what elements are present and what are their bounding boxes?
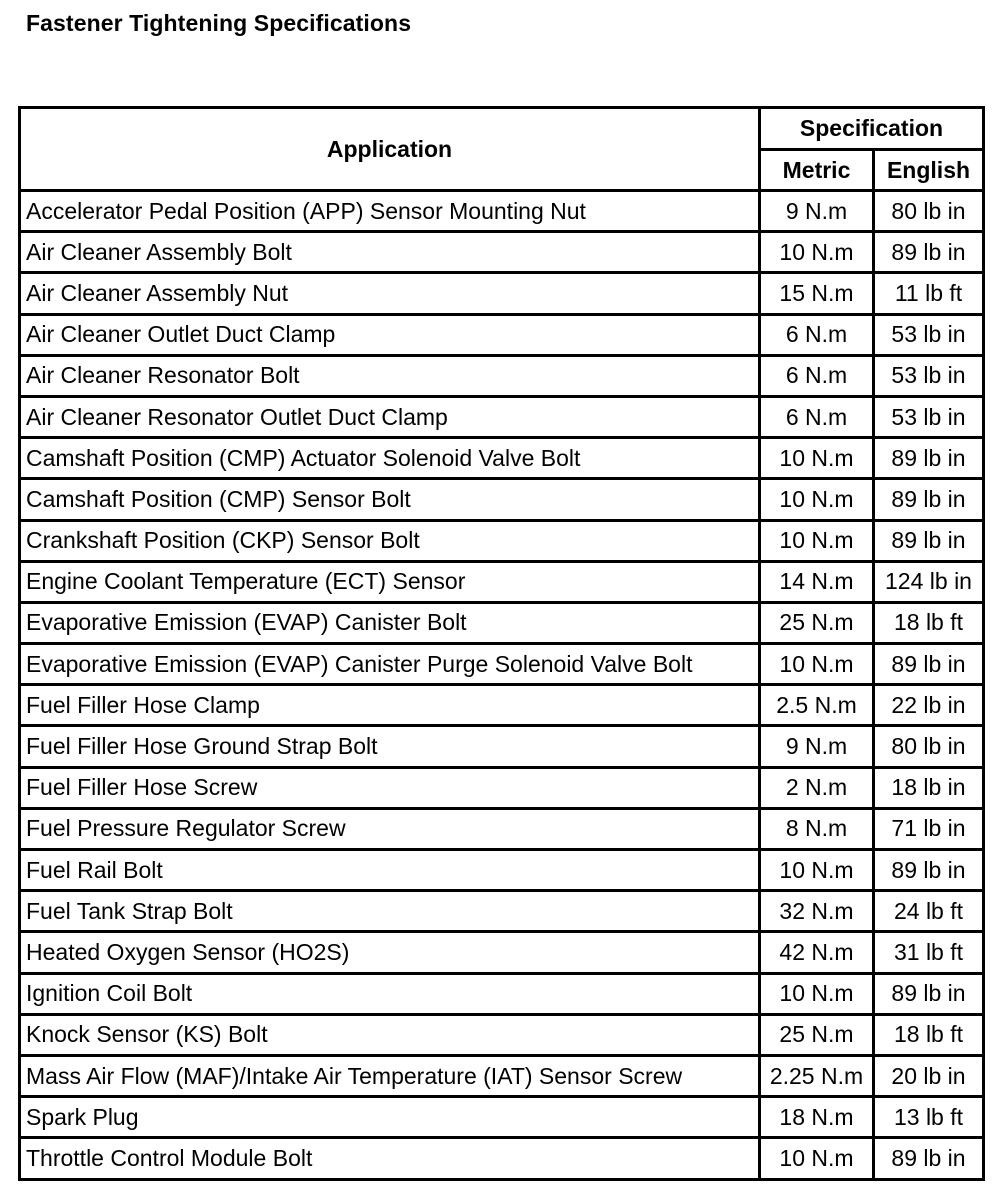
english-cell: 18 lb in — [874, 767, 984, 808]
english-cell: 89 lb in — [874, 644, 984, 685]
table-row — [20, 520, 984, 561]
header-english: English — [874, 150, 984, 191]
application-cell: Fuel Filler Hose Screw — [20, 767, 760, 808]
header-application: Application — [20, 108, 760, 191]
application-cell: Evaporative Emission (EVAP) Canister Bolt — [20, 602, 760, 643]
table-row — [20, 561, 984, 602]
english-cell: 89 lb in — [874, 1138, 984, 1179]
table-row — [20, 808, 984, 849]
header-row-top — [20, 108, 984, 150]
table-header — [20, 108, 984, 191]
application-cell: Fuel Filler Hose Ground Strap Bolt — [20, 726, 760, 767]
table-row — [20, 602, 984, 643]
english-cell: 31 lb ft — [874, 932, 984, 973]
metric-cell: 15 N.m — [760, 273, 874, 314]
fastener-spec-table — [18, 106, 985, 1181]
english-cell: 89 lb in — [874, 438, 984, 479]
table-row — [20, 1014, 984, 1055]
metric-cell: 9 N.m — [760, 726, 874, 767]
metric-cell: 6 N.m — [760, 314, 874, 355]
metric-cell: 42 N.m — [760, 932, 874, 973]
metric-cell: 25 N.m — [760, 602, 874, 643]
table-row — [20, 1097, 984, 1138]
table-row — [20, 1138, 984, 1179]
application-cell: Camshaft Position (CMP) Actuator Solenoid Valve Bolt — [20, 438, 760, 479]
application-cell: Fuel Pressure Regulator Screw — [20, 808, 760, 849]
english-cell: 53 lb in — [874, 314, 984, 355]
metric-cell: 6 N.m — [760, 396, 874, 437]
application-cell: Camshaft Position (CMP) Sensor Bolt — [20, 479, 760, 520]
table-row — [20, 232, 984, 273]
application-cell: Crankshaft Position (CKP) Sensor Bolt — [20, 520, 760, 561]
metric-cell: 10 N.m — [760, 850, 874, 891]
header-specification: Specification — [760, 108, 984, 150]
table-body — [20, 191, 984, 1180]
application-cell: Throttle Control Module Bolt — [20, 1138, 760, 1179]
english-cell: 13 lb ft — [874, 1097, 984, 1138]
metric-cell: 10 N.m — [760, 644, 874, 685]
application-cell: Engine Coolant Temperature (ECT) Sensor — [20, 561, 760, 602]
application-cell: Air Cleaner Assembly Bolt — [20, 232, 760, 273]
application-cell: Spark Plug — [20, 1097, 760, 1138]
table-row — [20, 273, 984, 314]
table-row — [20, 1055, 984, 1096]
metric-cell: 25 N.m — [760, 1014, 874, 1055]
table-row — [20, 314, 984, 355]
english-cell: 89 lb in — [874, 520, 984, 561]
table-row — [20, 396, 984, 437]
english-cell: 24 lb ft — [874, 891, 984, 932]
english-cell: 80 lb in — [874, 191, 984, 232]
english-cell: 124 lb in — [874, 561, 984, 602]
table-row — [20, 685, 984, 726]
english-cell: 89 lb in — [874, 479, 984, 520]
table-row — [20, 479, 984, 520]
application-cell: Air Cleaner Outlet Duct Clamp — [20, 314, 760, 355]
metric-cell: 8 N.m — [760, 808, 874, 849]
metric-cell: 18 N.m — [760, 1097, 874, 1138]
table-row — [20, 973, 984, 1014]
table-row — [20, 438, 984, 479]
header-metric: Metric — [760, 150, 874, 191]
metric-cell: 10 N.m — [760, 520, 874, 561]
english-cell: 18 lb ft — [874, 602, 984, 643]
english-cell: 53 lb in — [874, 396, 984, 437]
application-cell: Fuel Tank Strap Bolt — [20, 891, 760, 932]
metric-cell: 6 N.m — [760, 355, 874, 396]
table-row — [20, 767, 984, 808]
application-cell: Air Cleaner Resonator Outlet Duct Clamp — [20, 396, 760, 437]
application-cell: Heated Oxygen Sensor (HO2S) — [20, 932, 760, 973]
application-cell: Fuel Rail Bolt — [20, 850, 760, 891]
table-row — [20, 932, 984, 973]
table-row — [20, 726, 984, 767]
metric-cell: 2.25 N.m — [760, 1055, 874, 1096]
english-cell: 89 lb in — [874, 850, 984, 891]
metric-cell: 10 N.m — [760, 438, 874, 479]
metric-cell: 10 N.m — [760, 973, 874, 1014]
english-cell: 18 lb ft — [874, 1014, 984, 1055]
table-row — [20, 355, 984, 396]
metric-cell: 14 N.m — [760, 561, 874, 602]
application-cell: Evaporative Emission (EVAP) Canister Purge Solenoid Valve Bolt — [20, 644, 760, 685]
metric-cell: 32 N.m — [760, 891, 874, 932]
application-cell: Air Cleaner Assembly Nut — [20, 273, 760, 314]
table-row — [20, 644, 984, 685]
table-row — [20, 191, 984, 232]
application-cell: Accelerator Pedal Position (APP) Sensor Mounting Nut — [20, 191, 760, 232]
english-cell: 11 lb ft — [874, 273, 984, 314]
application-cell: Air Cleaner Resonator Bolt — [20, 355, 760, 396]
metric-cell: 10 N.m — [760, 232, 874, 273]
metric-cell: 10 N.m — [760, 1138, 874, 1179]
metric-cell: 2 N.m — [760, 767, 874, 808]
english-cell: 89 lb in — [874, 973, 984, 1014]
metric-cell: 10 N.m — [760, 479, 874, 520]
table-row — [20, 891, 984, 932]
application-cell: Fuel Filler Hose Clamp — [20, 685, 760, 726]
metric-cell: 9 N.m — [760, 191, 874, 232]
english-cell: 22 lb in — [874, 685, 984, 726]
english-cell: 71 lb in — [874, 808, 984, 849]
english-cell: 80 lb in — [874, 726, 984, 767]
table-row — [20, 850, 984, 891]
english-cell: 89 lb in — [874, 232, 984, 273]
english-cell: 20 lb in — [874, 1055, 984, 1096]
page-title: Fastener Tightening Specifications — [26, 10, 412, 36]
metric-cell: 2.5 N.m — [760, 685, 874, 726]
application-cell: Knock Sensor (KS) Bolt — [20, 1014, 760, 1055]
english-cell: 53 lb in — [874, 355, 984, 396]
application-cell: Mass Air Flow (MAF)/Intake Air Temperature (IAT) Sensor Screw — [20, 1055, 760, 1096]
application-cell: Ignition Coil Bolt — [20, 973, 760, 1014]
